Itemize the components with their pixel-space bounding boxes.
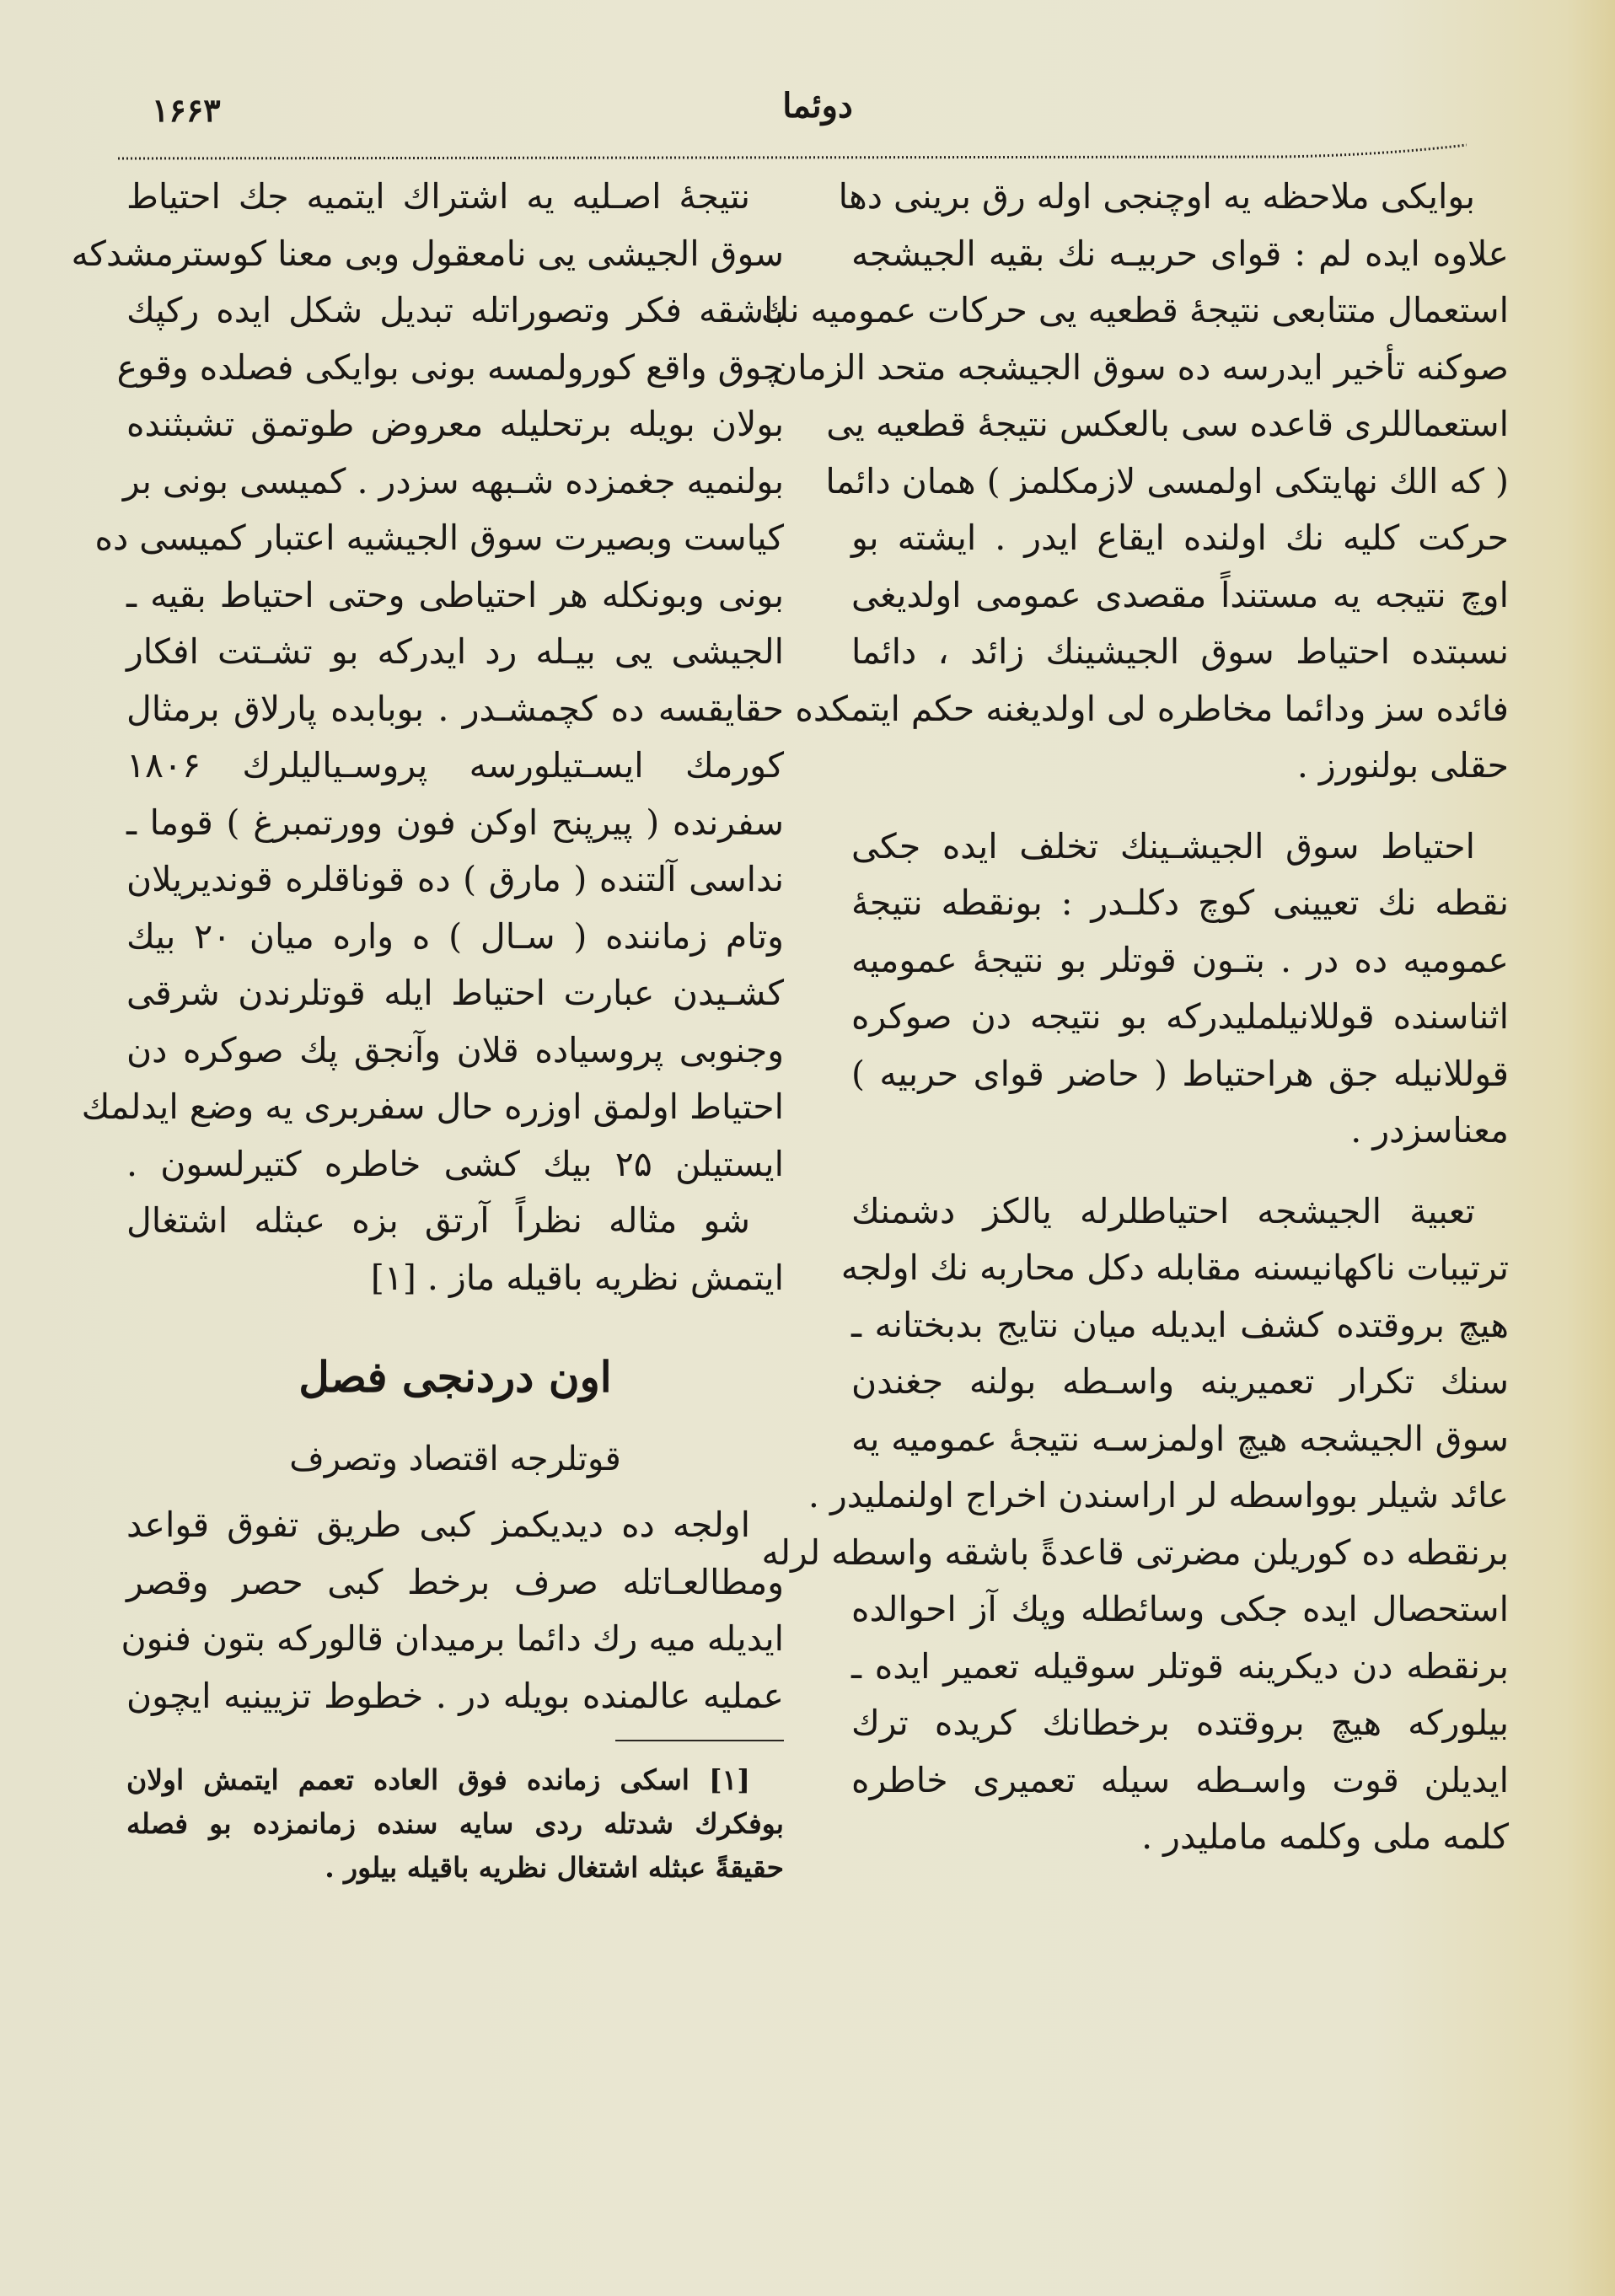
paragraph <box>851 818 1509 1160</box>
text-line: ايديلن قوت واسـطه سيله تعميرى خاطره <box>851 1759 1509 1800</box>
text-line: سوق الجيشجه هيچ اولمزسـه نتيجهٔ عموميه يه <box>851 1418 1509 1459</box>
text-line: بولان بويله برتحليله معروض طوتمق تشبثنده <box>126 404 784 444</box>
text-line: عموميه ده در . بتـون قوتلر بو نتيجهٔ عموميه <box>851 939 1509 980</box>
text-line: احتياط سوق الجيشـينك تخلف ايده جكى <box>851 825 1475 866</box>
paragraph <box>760 169 1509 795</box>
text-line: اولجه ده ديديكمز كبى طريق تفوق قواعد <box>126 1505 750 1545</box>
text-line: ترتيبات ناكهانيسنه مقابله دكل محاربه نك اولجه <box>840 1247 1509 1288</box>
text-line: عمليه عالمنده بويله در . خطوط تزيينيه ايچون <box>126 1675 784 1716</box>
text-line: استعماللرى قاعده سى بالعكس نتيجهٔ قطعيه يى <box>826 404 1509 444</box>
text-line: بولنميه جغمزده شـبهه سزدر . كميسى بونى بر <box>122 460 784 502</box>
paragraph <box>121 1497 784 1725</box>
text-line: ايديله ميه رك دائما برميدان قالوركه بتون فنون <box>121 1618 784 1659</box>
page-header <box>118 84 1484 135</box>
footnote-line: حقيقةً عبثله اشتغال نظريه باقيله بيلور . <box>325 1851 784 1884</box>
text-line: اثناسنده قوللانيلمليدركه بو نتيجه دن صوكره <box>851 996 1509 1037</box>
text-line: حقلى بولنورز . <box>1296 745 1509 786</box>
text-line: بيلوركه هيچ بروقتده برخطانك كريده ترك <box>851 1703 1509 1743</box>
text-line: چوق واقع كورولمسه بونى بوايكى فصلده وقوع <box>116 346 784 388</box>
text-line: باشقه فكر وتصوراتله تبديل شكل ايده ركپك <box>126 290 784 330</box>
right-column <box>760 169 1509 1866</box>
text-line: عائد شيلر بوواسطه لر اراسندن اخراج اولنمليدر . <box>808 1475 1509 1515</box>
text-line: بوايكى ملاحظه يه اوچنجى اوله رق برينى دها <box>838 176 1475 217</box>
text-line: فائده سز ودائما مخاطره لى اولديغنه حكم ايتمكده <box>795 688 1509 729</box>
text-line: اوچ نتيجه يه مستنداً مقصدى عمومى اولديغى <box>851 574 1509 615</box>
text-line: سوق الجيشى يى نامعقول وبى معنا كوسترمشدكه <box>71 233 784 274</box>
page-number: ۱۶۶۳ <box>152 91 221 129</box>
text-line: استعمال متتابعى نتيجهٔ قطعيه يى حركات عموميه نك <box>760 290 1509 330</box>
text-line: كشـيدن عبارت احتياط ايله قوتلرندن شرقى <box>126 973 784 1013</box>
text-line: تعبية الجيشجه احتياطلرله يالكز دشمنك <box>851 1190 1475 1231</box>
paragraph <box>761 1183 1509 1866</box>
text-line: وجنوبى پروسياده قلان وآنجق پك صوكره دن <box>126 1029 784 1070</box>
text-line: كياست وبصيرت سوق الجيشيه اعتبار كميسى ده <box>94 518 784 558</box>
footnote-divider <box>615 1740 784 1741</box>
text-line: حركت كليه نك اولنده ايقاع ايدر . ايشته بو <box>851 518 1509 558</box>
text-line: احتياط اولمق اوزره حال سفربرى يه وضع ايدلمك <box>81 1086 784 1127</box>
running-title: دوئما <box>782 86 853 126</box>
paragraph <box>126 1193 784 1306</box>
text-line: بونى وبونكله هر احتياطى وحتى احتياط بقيه ـ <box>126 574 784 615</box>
text-line: نقطه نك تعيينى كوچ دكلـدر : بونقطه نتيجهٔ <box>851 882 1509 923</box>
footnote <box>126 1758 784 1890</box>
text-line: صوكنه تأخير ايدرسه ده سوق الجيشجه متحد الزمان <box>771 346 1509 388</box>
text-line: علاوه ايده لم : قواى حربيـه نك بقيه الجيشجه <box>851 233 1509 274</box>
text-line: حقايقسه ده كچمشـدر . بوبابده پارلاق برمثال <box>126 688 784 729</box>
text-line: سفرنده ( پيرپنح اوكن فون وورتمبرغ ) قوما ـ <box>126 802 784 843</box>
text-line: برنقطه ده كوريلن مضرتى قاعدةً باشقه واسطه لرله <box>761 1532 1509 1573</box>
text-line: سنك تكرار تعميرينه واسـطه بولنه جغندن <box>851 1361 1509 1402</box>
left-column <box>71 169 784 1890</box>
text-line: نتيجهٔ اصـليه يه اشتراك ايتميه جك احتياط <box>126 176 750 217</box>
text-line: ايتمش نظريه باقيله ماز . [۱] <box>370 1257 784 1298</box>
footnote-line: بوفكرك شدتله ردى سايه سنده زمانمزده بو فصله <box>126 1807 784 1840</box>
text-line: وتام زماننده ( سـال ) ه واره ميان ۲۰ بيك <box>126 915 784 957</box>
text-line: برنقطه دن ديكرينه قوتلر سوقيله تعمير ايده ـ <box>851 1645 1509 1687</box>
text-line: قوللانيله جق هراحتياط ( حاضر قواى حربيه ) <box>851 1053 1509 1094</box>
paragraph <box>71 169 784 1193</box>
text-line: ومطالعـاتله صرف برخط كبى حصر وقصر <box>126 1561 784 1602</box>
chapter-subtitle: قوتلرجه اقتصاد وتصرف <box>289 1440 621 1478</box>
text-line: استحصال ايده جكى وسائطله وپك آز احوالده <box>851 1589 1509 1629</box>
text-line: كورمك ايسـتيلورسه پروسـياليلرك ۱۸۰۶ <box>126 745 784 786</box>
chapter-title: اون دردنجى فصل <box>298 1352 612 1402</box>
text-line: الجيشى يى بيـله رد ايدركه بو تشـتت افكار <box>126 631 784 672</box>
text-line: نداسى آلتنده ( مارق ) ده قوناقلره قونديريلان <box>126 859 784 899</box>
text-line: كلمه ملى وكلمه ماملیدر . <box>1141 1816 1509 1857</box>
text-line: معناسزدر . <box>1350 1110 1509 1151</box>
text-line: هيچ بروقتده كشف ايديله ميان نتايج بدبختانه ـ <box>851 1304 1509 1345</box>
text-line: ( كه الك نهايتكى اولمسى لازمكلمز ) همان دائما <box>825 460 1509 502</box>
text-line: شو مثاله نظراً آرتق بزه عبثله اشتغال <box>126 1200 750 1241</box>
header-dotted-rule <box>118 142 1467 162</box>
text-line: ايستيلن ۲۵ بيك كشى خاطره كتيرلسون . <box>126 1143 784 1184</box>
footnote-line: [۱] اسكى زمانده فوق العاده تعمم ايتمش اولان <box>126 1763 750 1796</box>
text-line: نسبتده احتياط سوق الجيشينك زائد ، دائما <box>851 631 1509 672</box>
